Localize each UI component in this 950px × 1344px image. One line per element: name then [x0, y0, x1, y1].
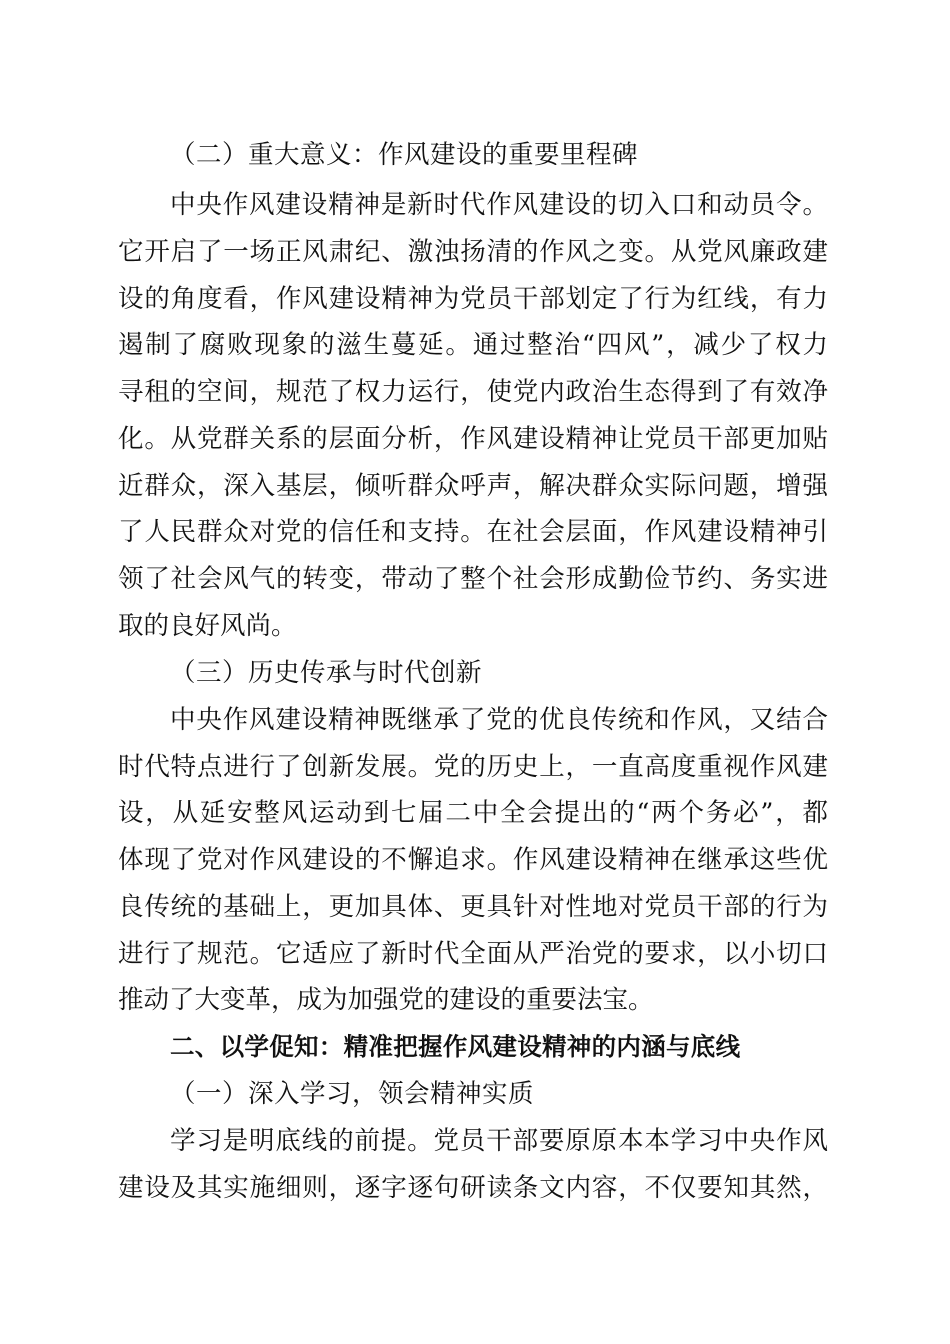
paragraph-line: 中央作风建设精神既继承了党的优良传统和作风，又结合: [170, 705, 828, 735]
paragraph-line: 设，从延安整风运动到七届二中全会提出的“两个务必”，都: [118, 798, 828, 828]
section-heading-significance: （二）重大意义：作风建设的重要里程碑: [170, 140, 639, 170]
paragraph-line: 设的角度看，作风建设精神为党员干部划定了行为红线，有力: [118, 284, 828, 314]
paragraph-line: 了人民群众对党的信任和支持。在社会层面，作风建设精神引: [118, 517, 828, 547]
paragraph-line: 寻租的空间，规范了权力运行，使党内政治生态得到了有效净: [118, 377, 828, 407]
paragraph-line: 取的良好风尚。: [118, 611, 297, 641]
paragraph-line: 体现了党对作风建设的不懈追求。作风建设精神在继承这些优: [118, 845, 828, 875]
section-heading-heritage: （三）历史传承与时代创新: [170, 658, 483, 688]
paragraph-line: 领了社会风气的转变，带动了整个社会形成勤俭节约、务实进: [118, 564, 828, 594]
paragraph-line: 中央作风建设精神是新时代作风建设的切入口和动员令。: [170, 190, 828, 220]
paragraph-line: 遏制了腐败现象的滋生蔓延。通过整治“四风”，减少了权力: [118, 330, 828, 360]
section-heading-deep-study: （一）深入学习，领会精神实质: [170, 1079, 535, 1109]
paragraph-line: 化。从党群关系的层面分析，作风建设精神让党员干部更加贴: [118, 424, 828, 454]
paragraph-line: 学习是明底线的前提。党员干部要原原本本学习中央作风: [170, 1126, 828, 1156]
paragraph-line: 它开启了一场正风肃纪、激浊扬清的作风之变。从党风廉政建: [118, 237, 828, 267]
part-heading-study: 二、以学促知：精准把握作风建设精神的内涵与底线: [170, 1032, 741, 1061]
paragraph-line: 时代特点进行了创新发展。党的历史上，一直高度重视作风建: [118, 752, 828, 782]
paragraph-line: 进行了规范。它适应了新时代全面从严治党的要求，以小切口: [118, 939, 828, 969]
paragraph-line: 建设及其实施细则，逐字逐句研读条文内容，不仅要知其然，: [118, 1173, 828, 1203]
paragraph-line: 近群众，深入基层，倾听群众呼声，解决群众实际问题，增强: [118, 471, 828, 501]
paragraph-line: 推动了大变革，成为加强党的建设的重要法宝。: [118, 985, 654, 1015]
paragraph-line: 良传统的基础上，更加具体、更具针对性地对党员干部的行为: [118, 892, 828, 922]
